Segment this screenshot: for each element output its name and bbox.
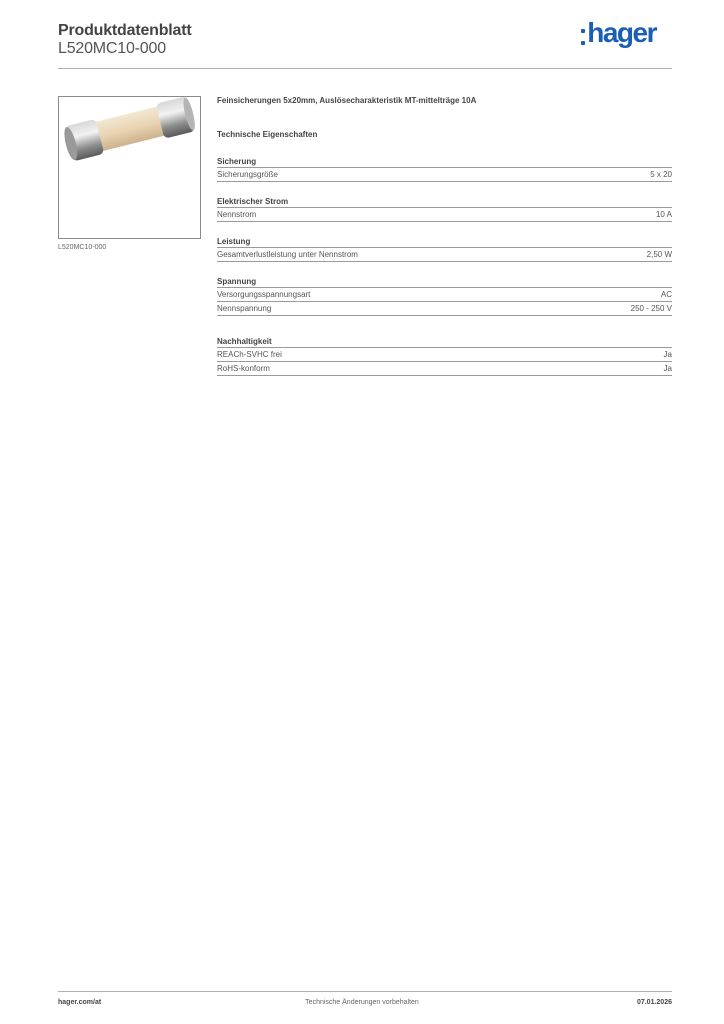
spec-value: 250 - 250 V (630, 304, 672, 313)
spec-row (217, 362, 672, 376)
hager-logo (581, 17, 656, 50)
fuse-icon (59, 97, 200, 238)
group-title: Leistung (217, 236, 672, 248)
spec-content (217, 96, 672, 376)
spec-group-leistung (217, 236, 672, 262)
spec-group-sicherung (217, 156, 672, 182)
spec-value: Ja (663, 350, 672, 359)
spec-row (217, 302, 672, 316)
spec-group-nachhaltigkeit (217, 336, 672, 376)
spec-label: Nennstrom (217, 210, 257, 219)
section-heading: Technische Eigenschaften (217, 130, 318, 139)
product-code: L520MC10-000 (58, 40, 166, 57)
image-caption: L520MC10-000 (58, 244, 107, 251)
logo-colon-icon (581, 29, 585, 45)
group-title: Spannung (217, 276, 672, 288)
spec-value: Ja (663, 364, 672, 373)
logo-text: hager (587, 17, 656, 48)
spec-row (217, 168, 672, 182)
spec-label: Sicherungsgröße (217, 170, 278, 179)
product-description: Feinsicherungen 5x20mm, Auslösecharakteristik MT-mittelträge 10A (217, 96, 477, 105)
spec-row (217, 288, 672, 302)
spec-value: 5 x 20 (650, 170, 672, 179)
spec-label: Versorgungsspannungsart (217, 290, 311, 299)
footer-notice: Technische Änderungen vorbehalten (305, 999, 419, 1006)
spec-row (217, 248, 672, 262)
spec-label: Gesamtverlustleistung unter Nennstrom (217, 250, 358, 259)
group-title: Nachhaltigkeit (217, 336, 672, 348)
spec-row (217, 348, 672, 362)
spec-value: 2,50 W (646, 250, 672, 259)
page-header (58, 17, 672, 70)
group-title: Sicherung (217, 156, 672, 168)
spec-label: REACh-SVHC frei (217, 350, 282, 359)
group-title: Elektrischer Strom (217, 196, 672, 208)
document-title: Produktdatenblatt (58, 22, 192, 39)
product-image (58, 96, 201, 239)
spec-label: Nennspannung (217, 304, 272, 313)
footer-date: 07.01.2026 (636, 999, 672, 1006)
spec-group-elektrischer-strom (217, 196, 672, 222)
header-divider (58, 68, 672, 69)
spec-group-spannung (217, 276, 672, 316)
spec-label: RoHS-konform (217, 364, 270, 373)
spec-value: 10 A (655, 210, 672, 219)
spec-value: AC (660, 290, 672, 299)
spec-row (217, 208, 672, 222)
footer-website-link[interactable]: hager.com/at (58, 999, 102, 1006)
footer-divider (58, 991, 672, 992)
